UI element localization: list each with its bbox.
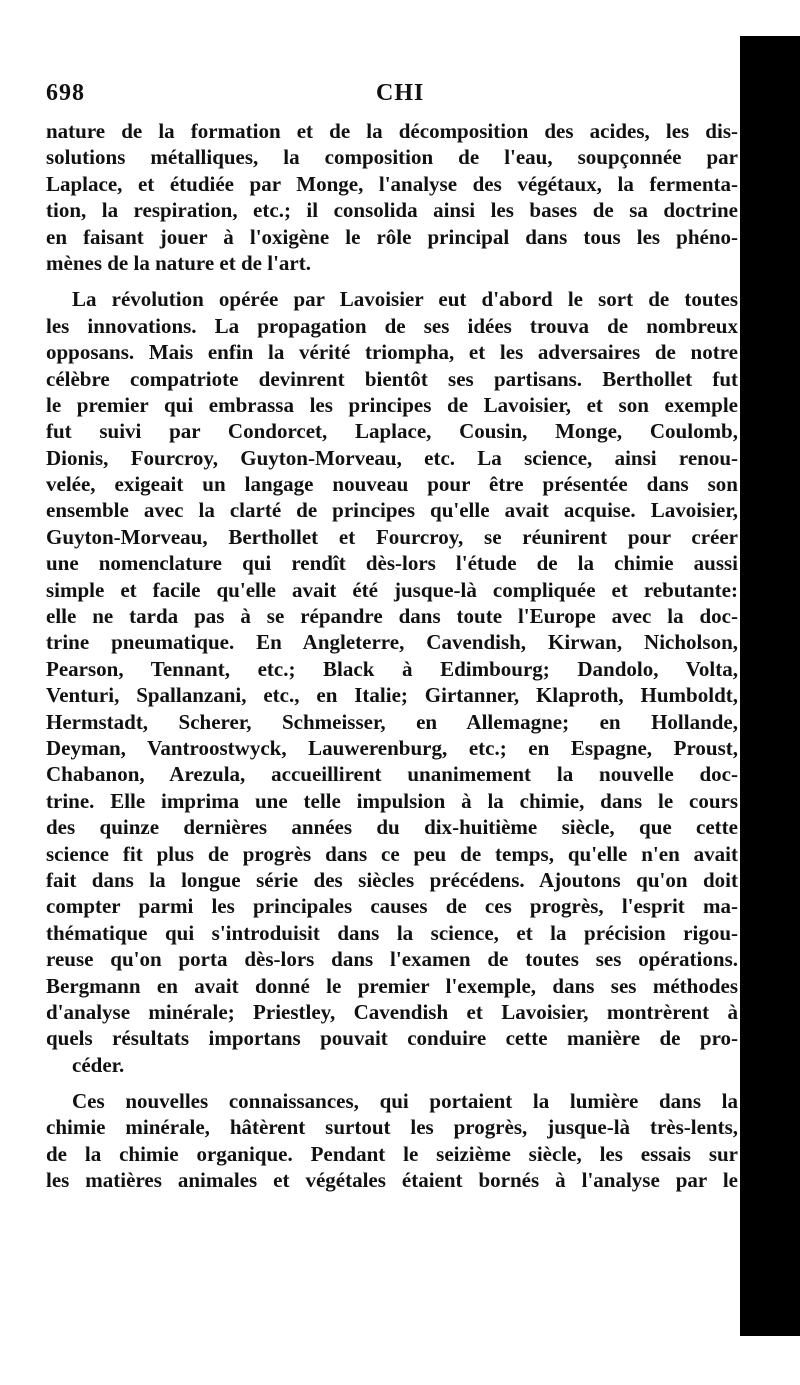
- text-line: chimie minérale, hâtèrent surtout les progrès, jusque-là très-lents,: [46, 1115, 738, 1140]
- text-line: Pearson, Tennant, etc.; Black à Edimbourg; Dandolo, Volta,: [46, 656, 738, 681]
- text-line: Chabanon, Arezula, accueillirent unanimement la nouvelle doc-: [46, 762, 738, 787]
- text-line: tion, la respiration, etc.; il consolida ainsi les bases de sa doctrine: [46, 198, 738, 223]
- text-line: des quinze dernières années du dix-huitième siècle, que cette: [46, 815, 738, 840]
- text-line: thématique qui s'introduisit dans la science, et la précision rigou-: [46, 920, 738, 945]
- paragraph: [46, 286, 738, 1078]
- text-line: les innovations. La propagation de ses idées trouva de nombreux: [46, 313, 738, 338]
- text-line: d'analyse minérale; Priestley, Cavendish et Lavoisier, montrèrent à: [46, 999, 738, 1024]
- body-text: [46, 118, 738, 1194]
- text-line: céder.: [72, 1052, 125, 1077]
- text-line: nature de la formation et de la décomposition des acides, les dis-: [46, 119, 738, 143]
- text-line: en faisant jouer à l'oxigène le rôle principal dans tous les phéno-: [46, 224, 738, 249]
- text-line: Venturi, Spallanzani, etc., en Italie; Girtanner, Klaproth, Humboldt,: [46, 683, 738, 708]
- text-line: fut suivi par Condorcet, Laplace, Cousin, Monge, Coulomb,: [46, 419, 738, 444]
- page-number: 698: [46, 80, 85, 106]
- text-line: La révolution opérée par Lavoisier eut d'abord le sort de toutes: [72, 287, 738, 312]
- text-line: les matières animales et végétales étaient bornés à l'analyse par le: [46, 1168, 738, 1193]
- text-line: simple et facile qu'elle avait été jusque-là compliquée et rebutante:: [46, 577, 738, 602]
- text-line: Laplace, et étudiée par Monge, l'analyse des végétaux, la fermenta-: [46, 171, 738, 196]
- text-line: trine pneumatique. En Angleterre, Cavendish, Kirwan, Nicholson,: [46, 630, 738, 655]
- text-line: trine. Elle imprima une telle impulsion à la chimie, dans le cours: [46, 788, 738, 813]
- running-head: CHI: [376, 80, 425, 106]
- text-line: Ces nouvelles connaissances, qui portaient la lumière dans la: [72, 1089, 738, 1114]
- text-line: célèbre compatriote devinrent bientôt ses partisans. Berthollet fut: [46, 366, 738, 391]
- text-line: de la chimie organique. Pendant le seizième siècle, les essais sur: [46, 1141, 738, 1166]
- text-line: reuse qu'on porta dès-lors dans l'examen de toutes ses opérations.: [46, 947, 738, 972]
- scan-edge-shadow: [740, 36, 800, 1336]
- text-line: opposans. Mais enfin la vérité triompha, et les adversaires de notre: [46, 340, 738, 365]
- text-line: une nomenclature qui rendît dès-lors l'étude de la chimie aussi: [46, 551, 738, 576]
- text-line: ensemble avec la clarté de principes qu'elle avait acquise. Lavoisier,: [46, 498, 738, 523]
- page-header: [46, 80, 736, 120]
- paragraph: [46, 1088, 738, 1194]
- text-line: elle ne tarda pas à se répandre dans toute l'Europe avec la doc-: [46, 604, 738, 629]
- text-line: Bergmann en avait donné le premier l'exemple, dans ses méthodes: [46, 973, 738, 998]
- text-line: Dionis, Fourcroy, Guyton-Morveau, etc. La science, ainsi renou-: [46, 445, 738, 470]
- text-line: le premier qui embrassa les principes de Lavoisier, et son exemple: [46, 392, 738, 417]
- text-line: mènes de la nature et de l'art.: [46, 250, 311, 275]
- text-line: Deyman, Vantroostwyck, Lauwerenburg, etc.; en Espagne, Proust,: [46, 735, 738, 760]
- text-line: compter parmi les principales causes de ces progrès, l'esprit ma-: [46, 894, 738, 919]
- text-line: solutions métalliques, la composition de l'eau, soupçonnée par: [46, 145, 738, 170]
- text-line: velée, exigeait un langage nouveau pour être présentée dans son: [46, 472, 738, 497]
- text-line: quels résultats importans pouvait conduire cette manière de pro-: [46, 1026, 738, 1051]
- text-line: Guyton-Morveau, Berthollet et Fourcroy, se réunirent pour créer: [46, 524, 738, 549]
- text-line: science fit plus de progrès dans ce peu de temps, qu'elle n'en avait: [46, 841, 738, 866]
- paragraph: [46, 118, 738, 276]
- text-line: Hermstadt, Scherer, Schmeisser, en Allemagne; en Hollande,: [46, 709, 738, 734]
- text-line: fait dans la longue série des siècles précédens. Ajoutons qu'on doit: [46, 867, 738, 892]
